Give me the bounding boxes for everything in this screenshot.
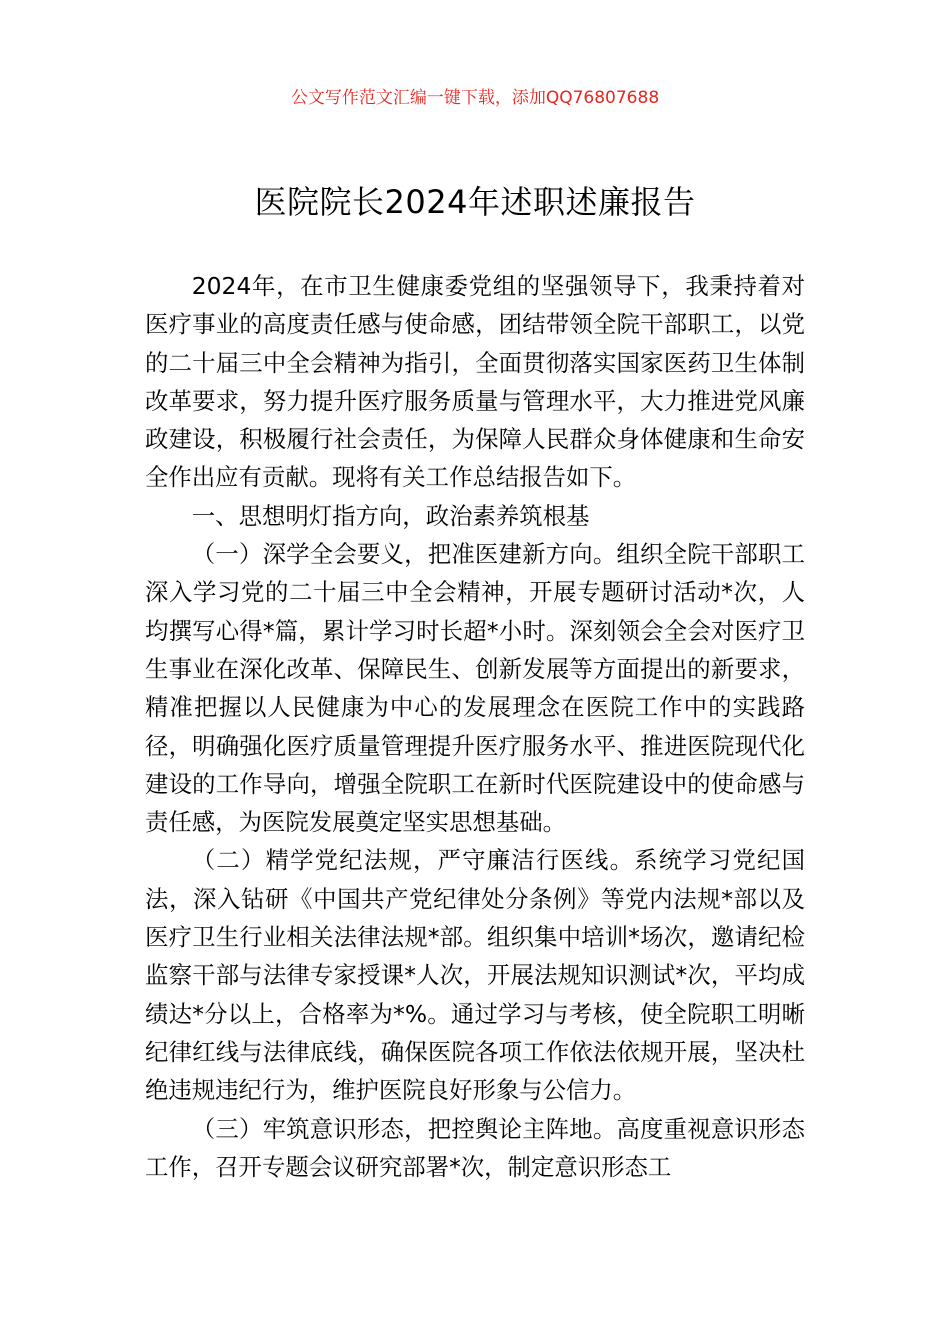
subsection-paragraph-2: （二）精学党纪法规，严守廉洁行医线。系统学习党纪国法，深入钻研《中国共产党纪律处分条例》等党内法规*部以及医疗卫生行业相关法律法规*部。组织集中培训*场次，邀请纪检监察干部与法律专家授课*人次，开展法规知识测试*次，平均成绩达*分以上，合格率为*%。通过学习与考核，使全院职工明晰纪律红线与法律底线，确保医院各项工作依法依规开展，坚决杜绝违规违纪行为，维护医院良好形象与公信力。	[145, 846, 805, 1105]
subsection-paragraph-1: （一）深学全会要义，把准医建新方向。组织全院干部职工深入学习党的二十届三中全会精神，开展专题研讨活动*次，人均撰写心得*篇，累计学习时长超*小时。深刻领会全会对医疗卫生事业在深化改革、保障民生、创新发展等方面提出的新要求，精准把握以人民健康为中心的发展理念在医院工作中的实践路径，明确强化医疗质量管理提升医疗服务水平、推进医院现代化建设的工作导向，增强全院职工在新时代医院建设中的使命感与责任感，为医院发展奠定坚实思想基础。	[145, 540, 805, 837]
subsection-paragraph-3: （三）牢筑意识形态，把控舆论主阵地。高度重视意识形态工作，召开专题会议研究部署*次，制定意识形态工	[145, 1114, 805, 1181]
document-body	[145, 267, 805, 1186]
header-download-note: 公文写作范文汇编一键下载，添加QQ76807688	[290, 88, 660, 108]
intro-paragraph: 2024年，在市卫生健康委党组的坚强领导下，我秉持着对医疗事业的高度责任感与使命感，团结带领全院干部职工，以党的二十届三中全会精神为指引，全面贯彻落实国家医药卫生体制改革要求，努力提升医疗服务质量与管理水平，大力推进党风廉政建设，积极履行社会责任，为保障人民群众身体健康和生命安全作出应有贡献。现将有关工作总结报告如下。	[145, 272, 805, 492]
document-title: 医院院长2024年述职述廉报告	[254, 183, 696, 221]
section-heading-1: 一、思想明灯指方向，政治素养筑根基	[191, 501, 590, 530]
